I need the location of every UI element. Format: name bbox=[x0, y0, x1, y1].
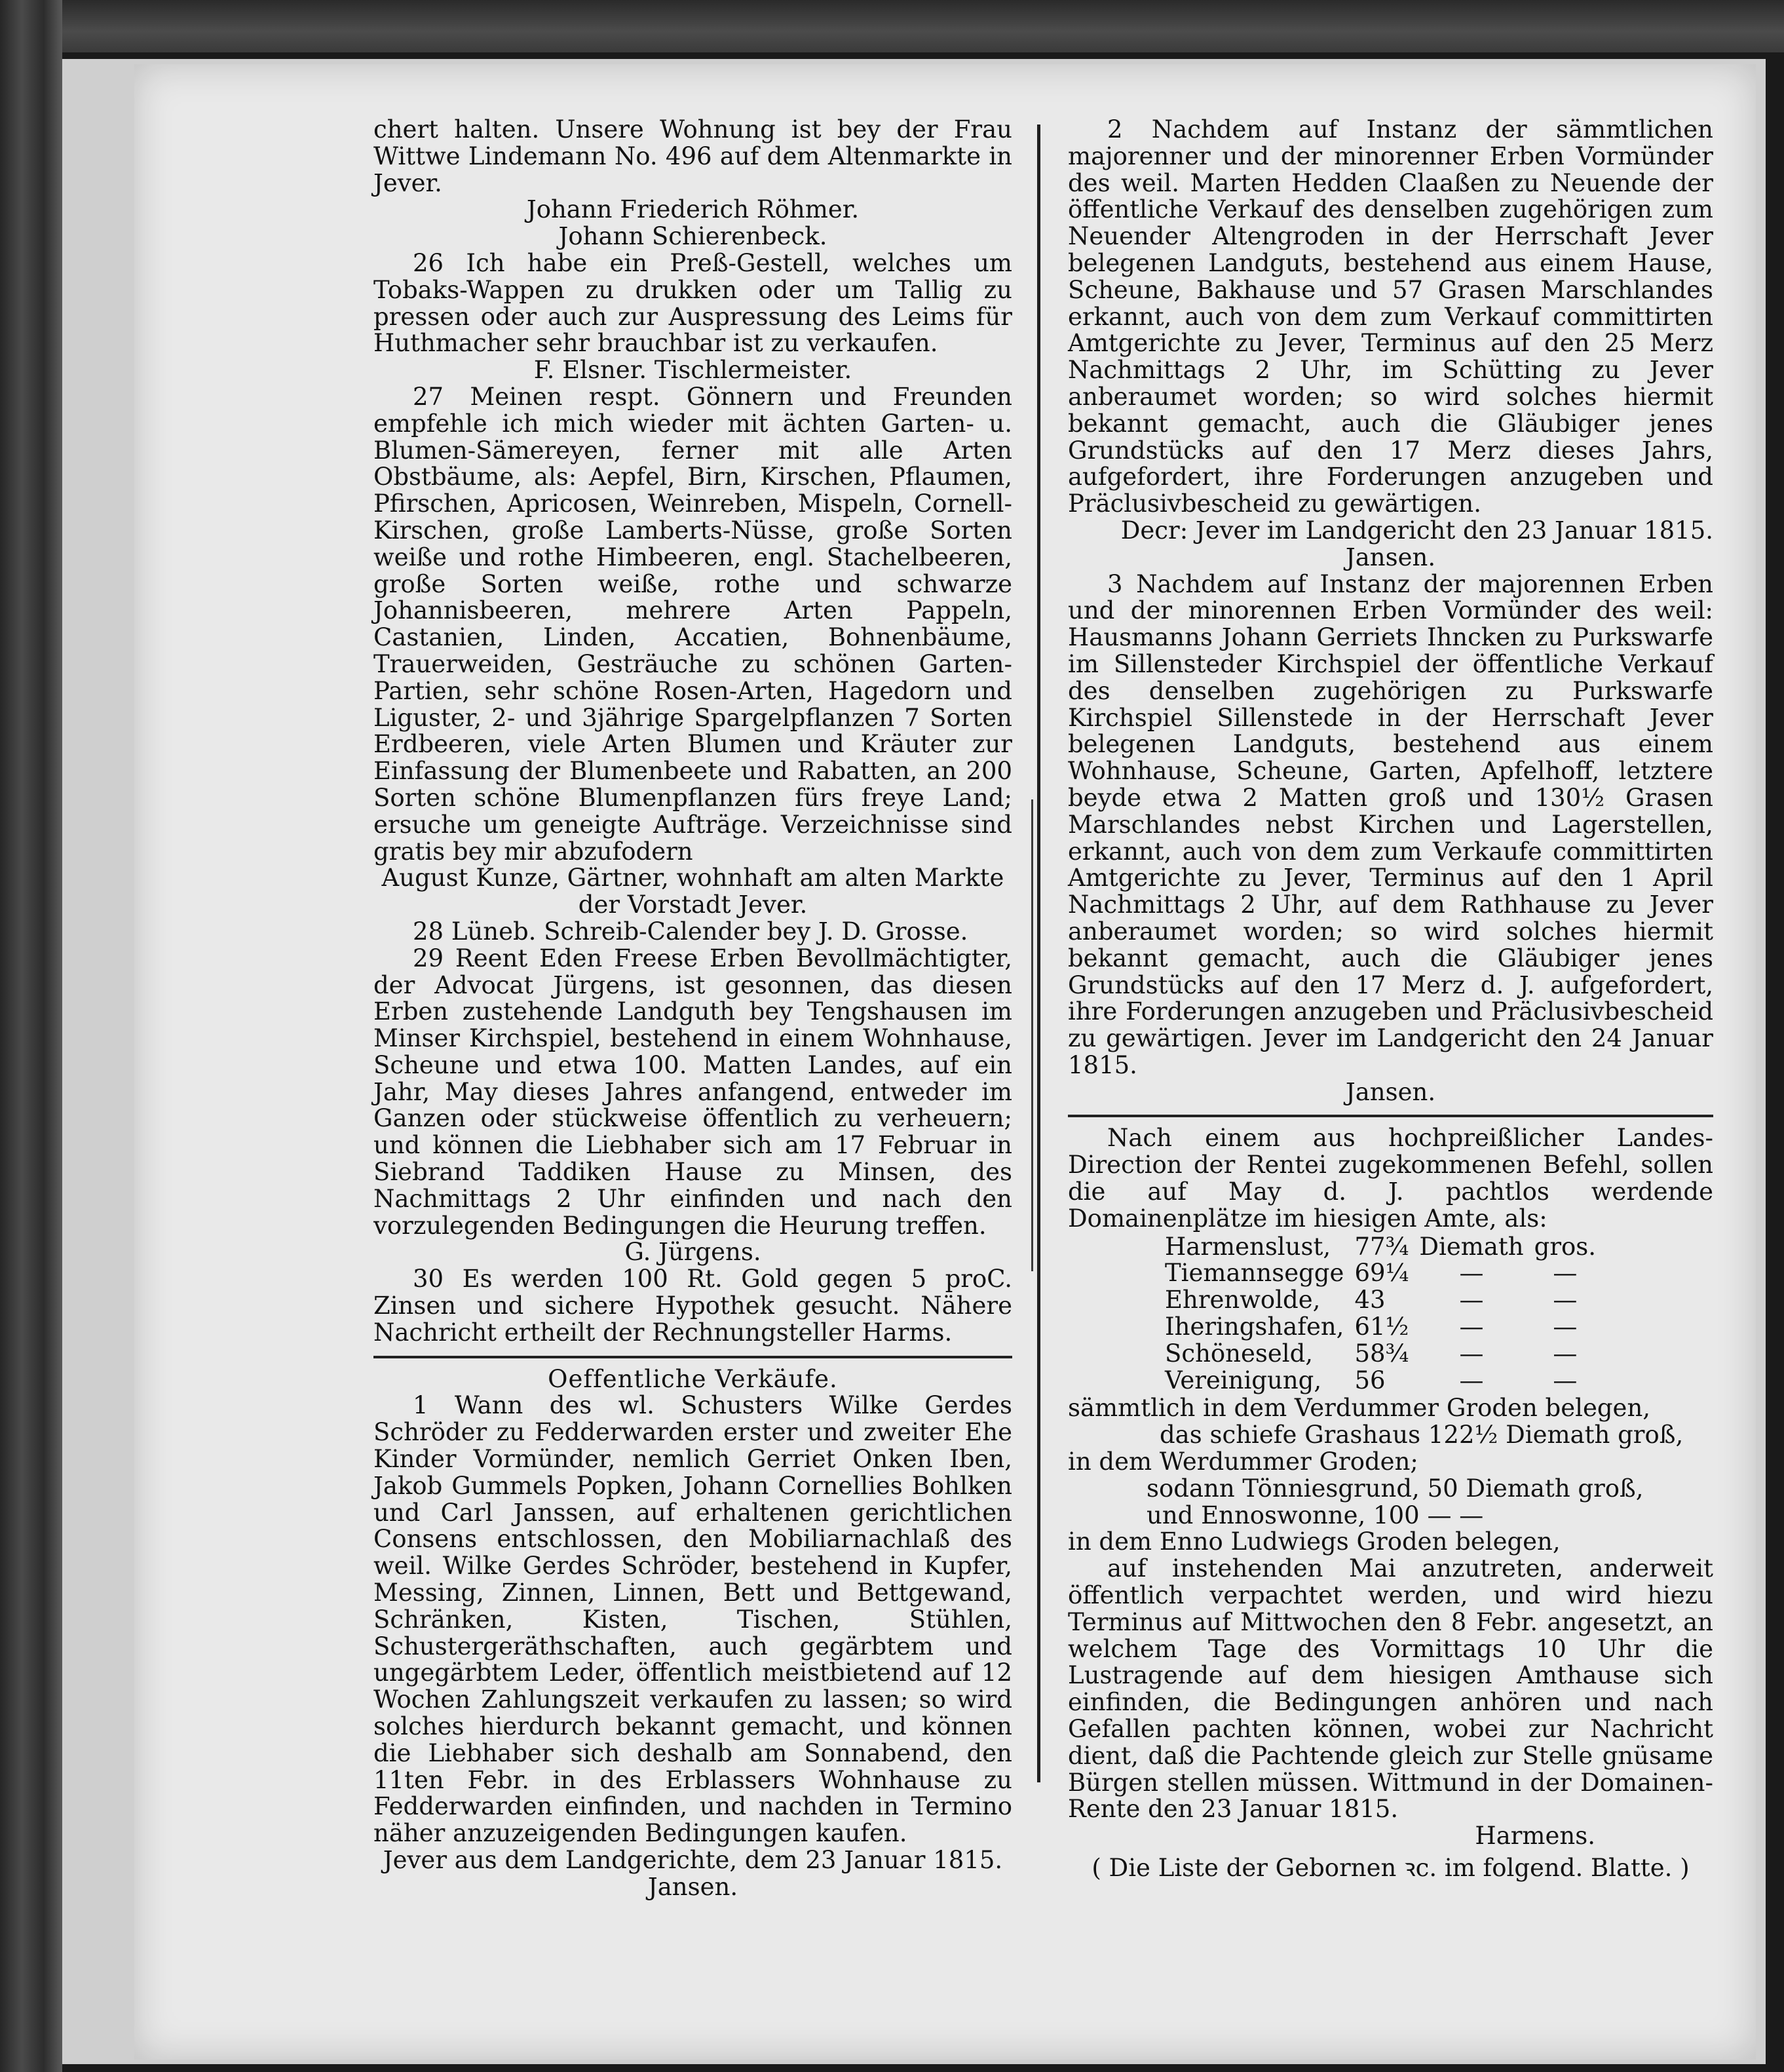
estate-name: Ehrenwolde, bbox=[1165, 1286, 1321, 1314]
estate-grashaus: das schiefe Grashaus 122½ Diemath groß, bbox=[1160, 1421, 1684, 1449]
estate-row bbox=[1160, 1314, 1601, 1341]
sale-notice-1-signature: Jansen. bbox=[647, 1872, 738, 1901]
sale-notice-2-signature: Jansen. bbox=[1345, 543, 1436, 571]
section-rule bbox=[1068, 1115, 1713, 1117]
book-binding-top bbox=[0, 0, 1784, 52]
estate-extra: — bbox=[1553, 1313, 1578, 1341]
estate-amount: 77¾ bbox=[1354, 1232, 1409, 1261]
estate-name: Harmenslust, bbox=[1165, 1232, 1331, 1261]
estate-name: Tiemannsegge bbox=[1165, 1259, 1344, 1288]
sale-notice-3: 3 Nachdem auf Instanz der majorennen Erben und der minorennen Erben Vormünder des weil: Hausmanns Johann Gerriets Ihncken zu Purkswarfe im Sillensteder Kirchspiel der öffentliche Verkauf des denselben zugehörigen zu Purkswarfe Kirchspiel Sillenstede in der Herrschaft Jever belegenen Landguts, bestehend aus einem Wohnhause, Scheune, Garten, Apfelhoff, letztere beyde etwa 2 Matten groß und 130½ Grasen Marschlandes nebst Kirchen und Lagerstellen, erkannt, auch von dem zum Verkaufe committirten Amtgerichte zu Jever, Terminus auf den 1 April Nachmittags 2 Uhr, auf dem Rathhause zu Jever anberaumet worden; so wird solches hiermit bekannt gemacht, auch die Gläubiger jenes Grundstücks auf den 17 Merz d. J. aufgefordert, ihre Forderungen anzugeben und Präclusivbescheid zu gewärtigen. Jever im Landgericht den 24 Januar 1815. bbox=[1068, 569, 1713, 1079]
estate-unit: — bbox=[1459, 1366, 1484, 1394]
estate-location-1: sämmtlich in dem Verdummer Groden belegen, bbox=[1068, 1394, 1651, 1423]
sale-notice-1-date: Jever aus dem Landgerichte, dem 23 Januar 1815. bbox=[383, 1846, 1003, 1874]
estate-row bbox=[1160, 1260, 1601, 1287]
sale-notice-2-date: Decr: Jever im Landgericht den 23 Januar 1815. bbox=[1120, 516, 1713, 545]
estate-extra: gros. bbox=[1534, 1232, 1597, 1261]
estate-amount: 43 bbox=[1354, 1286, 1386, 1314]
estate-extra: — bbox=[1553, 1366, 1578, 1394]
estate-list bbox=[1160, 1234, 1601, 1394]
estate-amount: 56 bbox=[1354, 1366, 1386, 1394]
sale-notice-2: 2 Nachdem auf Instanz der sämmtlichen majorenner und der minorenner Erben Vormünder des weil. Marten Hedden Claaßen zu Neuende der öffentliche Verkauf des denselben zugehörigen zum Neuender Altengroden in der Herrschaft Jever belegenen Landguts, bestehend aus einem Hause, Scheune, Bakhause und 57 Grasen Marschlandes erkannt, auch von dem zum Verkauf committirten Amtgerichte zu Jever, Terminus auf den 25 Merz Nachmittags 2 Uhr, im Schütting zu Jever anberaumet worden; so wird solches hiermit bekannt gemacht, auch die Gläubiger jenes Grundstücks auf den 17 Merz dieses Jahrs, aufgefordert, ihre Forderungen anzugeben und Präclusivbescheid zu gewärtigen. bbox=[1068, 115, 1713, 518]
footer-note: ( Die Liste der Gebornen ꝛc. im folgend. Blatte. ) bbox=[1091, 1854, 1690, 1882]
estate-amount: 69¼ bbox=[1354, 1259, 1409, 1288]
estate-row bbox=[1160, 1234, 1601, 1261]
section-heading-sales: Oeffentliche Verkäufe. bbox=[548, 1364, 838, 1393]
estate-ennos: und Ennoswonne, 100 — — bbox=[1147, 1501, 1484, 1529]
estate-extra: — bbox=[1553, 1339, 1578, 1368]
announcement-29: 29 Reent Eden Freese Erben Bevollmächtigter, der Advocat Jürgens, ist gesonnen, das diesen Erben zustehende Landguth bey Tengshausen im Minser Kirchspiel, bestehend in einem Wohnhause, Scheune und etwa 100. Matten Landes, auf ein Jahr, May dieses Jahres anfangend, entweder im Ganzen oder stückweise öffentlich zu verheuern; und können die Liebhaber sich am 17 Februar in Siebrand Taddiken Hause zu Minsen, des Nachmittags 2 Uhr einfinden und nach den vorzulegenden Bedingungen die Heurung treffen. bbox=[373, 944, 1012, 1240]
estate-extra: — bbox=[1553, 1286, 1578, 1314]
left-column bbox=[373, 117, 1012, 1901]
estate-location-3: in dem Enno Ludwiegs Groden belegen, bbox=[1068, 1527, 1561, 1556]
signature-elsner: F. Elsner. Tischlermeister. bbox=[533, 356, 852, 385]
sale-notice-1: 1 Wann des wl. Schusters Wilke Gerdes Schröder zu Fedderwarden erster und zweiter Ehe Kinder Vormünder, nemlich Gerriet Onken Iben, Jakob Gummels Popken, Johann Cornellies Bohlken und Carl Janssen, auf erhaltenen gerichtlichen Consens entschlossen, den Mobiliarnachlaß des weil. Wilke Gerdes Schröder, bestehend in Kupfer, Messing, Zinnen, Linnen, Bett und Bettgewand, Schränken, Kisten, Tischen, Stühlen, Schustergeräthschaften, auch gegärbtem und ungegärbtem Leder, öffentlich meistbietend auf 12 Wochen Zahlungszeit verkaufen zu lassen; so wird solches hierdurch bekannt gemacht, und können die Liebhaber sich deshalb am Sonnabend, den 11ten Febr. in des Erblassers Wohnhause zu Fedderwarden einfinden, und nachden in Termino näher anzuzeigenden Bedingungen kaufen. bbox=[373, 1391, 1012, 1848]
estate-toennies: sodann Tönniesgrund, 50 Diemath groß, bbox=[1147, 1474, 1644, 1503]
signature-schierenbeck: Johann Schierenbeck. bbox=[558, 222, 827, 251]
column-divider bbox=[1037, 125, 1040, 1782]
signature-kunze: August Kunze, Gärtner, wohnhaft am alten Markte der Vorstadt Jever. bbox=[381, 864, 1004, 919]
estate-name: Iheringshafen, bbox=[1165, 1313, 1344, 1341]
estate-amount: 61½ bbox=[1354, 1313, 1409, 1341]
announcement-27: 27 Meinen respt. Gönnern und Freunden empfehle ich mich wieder mit ächten Garten- u. Blumen-Sämereyen, ferner mit alle Arten Obstbäume, als: Aepfel, Birn, Kirschen, Pflaumen, Pfirschen, Apricosen, Weinreben, Mispeln, Cornell-Kirschen, große Lamberts-Nüsse, große Sorten weiße und rothe Himbeeren, engl. Stachelbeeren, große Sorten weiße, rothe und schwarze Johannisbeeren, mehrere Arten Pappeln, Castanien, Linden, Accatien, Bohnenbäume, Trauerweiden, Gesträuche zu schönen Garten-Partien, sehr schöne Rosen-Arten, Hagedorn und Liguster, 2- und 3jährige Spargelpflanzen 7 Sorten Erdbeeren, viele Arten Blumen und Kräuter zur Einfassung der Blumenbeete und Rabatten, an 200 Sorten schöne Blumenpflanzen fürs freye Land; ersuche um geneigte Aufträge. Verzeichnisse sind gratis bey mir abzufodern bbox=[373, 382, 1012, 866]
estate-location-2: in dem Werdummer Groden; bbox=[1068, 1448, 1418, 1476]
section-rule bbox=[373, 1356, 1012, 1358]
lease-notice-body: auf instehenden Mai anzutreten, anderweit öffentlich verpachtet werden, und wird hiezu Terminus auf Mittwochen den 8 Febr. angesetzt, an welchem Tage des Vormittags 10 Uhr die Lustragende auf dem hiesigen Amthause sich einfinden, die Bedingungen anhören und nach Gefallen pachten können, wobei zur Nachricht dient, daß die Pachtende gleich zur Stelle gnüsame Bürgen stellen müssen. Wittmund in der Domainen-Rente den 23 Januar 1815. bbox=[1068, 1554, 1713, 1824]
lease-notice-intro: Nach einem aus hochpreißlicher Landes-Direction der Rentei zugekommenen Befehl, sollen die auf May d. J. pachtlos werdende Domainenplätze im hiesigen Amte, als: bbox=[1068, 1124, 1713, 1233]
estate-unit: — bbox=[1459, 1339, 1484, 1368]
estate-name: Vereinigung, bbox=[1165, 1366, 1322, 1394]
sale-notice-3-signature: Jansen. bbox=[1345, 1077, 1436, 1106]
estate-unit: — bbox=[1459, 1259, 1484, 1288]
column-divider-secondary bbox=[1031, 799, 1033, 1271]
estate-row bbox=[1160, 1287, 1601, 1314]
estate-unit: — bbox=[1459, 1313, 1484, 1341]
signature-juergens: G. Jürgens. bbox=[624, 1238, 761, 1267]
estate-extra: — bbox=[1553, 1259, 1578, 1288]
announcement-26: 26 Ich habe ein Preß-Gestell, welches um Tobaks-Wappen zu drukken oder um Tallig zu pressen oder auch zur Auspressung des Leims für Huthmacher sehr brauchbar ist zu verkaufen. bbox=[373, 248, 1012, 358]
announcement-28: 28 Lüneb. Schreib-Calender bey J. D. Grosse. bbox=[413, 917, 968, 946]
right-column bbox=[1068, 117, 1713, 1882]
estate-row bbox=[1160, 1368, 1601, 1394]
announcement-continuation: chert halten. Unsere Wohnung ist bey der Frau Wittwe Lindemann No. 496 auf dem Altenmarkte in Jever. bbox=[373, 115, 1012, 197]
estate-name: Schöneseld, bbox=[1165, 1339, 1314, 1368]
estate-unit: Diemath bbox=[1419, 1232, 1524, 1261]
estate-unit: — bbox=[1459, 1286, 1484, 1314]
book-binding bbox=[0, 0, 62, 2072]
announcement-30: 30 Es werden 100 Rt. Gold gegen 5 proC. Zinsen und sichere Hypothek gesucht. Nähere Nachricht ertheilt der Rechnungsteller Harms. bbox=[373, 1265, 1012, 1347]
estate-row bbox=[1160, 1341, 1601, 1368]
lease-notice-signature: Harmens. bbox=[1475, 1822, 1595, 1851]
estate-amount: 58¾ bbox=[1354, 1339, 1409, 1368]
signature-roehmer: Johann Friederich Röhmer. bbox=[526, 195, 860, 224]
